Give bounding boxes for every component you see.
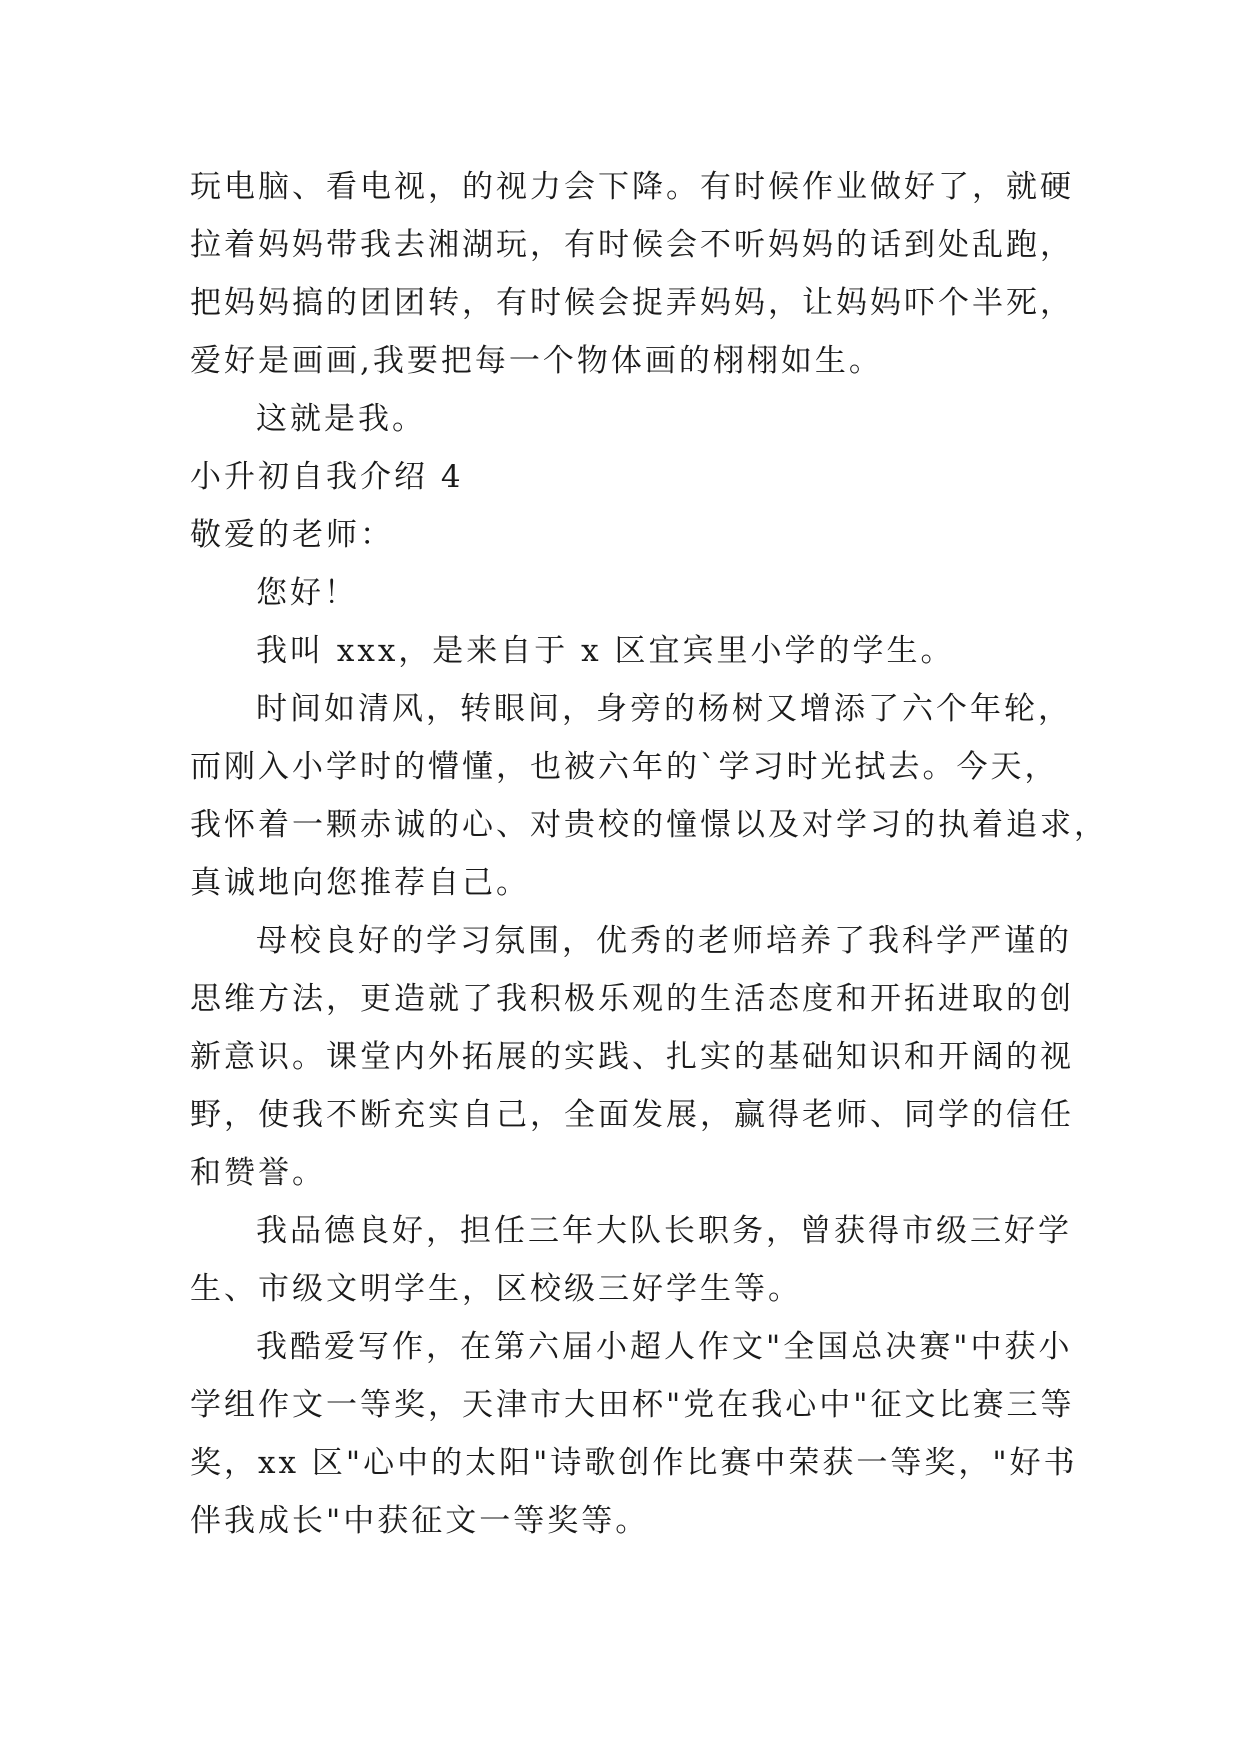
text-line: 伴我成长"中获征文一等奖等。 [190, 1503, 650, 1539]
text-line: 小升初自我介绍 4 [190, 459, 464, 495]
text-line: 我品德良好，担任三年大队长职务，曾获得市级三好学 [256, 1213, 1072, 1249]
text-line: 拉着妈妈带我去湘湖玩，有时候会不听妈妈的话到处乱跑， [190, 227, 1074, 263]
text-line: 玩电脑、看电视，的视力会下降。有时候作业做好了，就硬 [190, 169, 1074, 205]
text-line: 和赞誉。 [190, 1155, 326, 1191]
text-line: 思维方法，更造就了我积极乐观的生活态度和开拓进取的创 [190, 981, 1074, 1017]
text-line: 时间如清风，转眼间，身旁的杨树又增添了六个年轮， [256, 691, 1072, 727]
text-line: 野，使我不断充实自己，全面发展，赢得老师、同学的信任 [190, 1097, 1074, 1133]
document-body [190, 158, 1108, 1550]
text-line: 奖，xx 区"心中的太阳"诗歌创作比赛中荣获一等奖，"好书 [190, 1445, 1078, 1481]
text-line: 学组作文一等奖，天津市大田杯"党在我心中"征文比赛三等 [190, 1387, 1075, 1423]
text-line: 敬爱的老师： [190, 517, 394, 553]
text-line: 我怀着一颗赤诚的心、对贵校的憧憬以及对学习的执着追求， [190, 807, 1108, 843]
text-line: 您好！ [256, 575, 358, 611]
text-line: 我叫 xxx，是来自于 x 区宜宾里小学的学生。 [256, 633, 955, 669]
text-line: 新意识。课堂内外拓展的实践、扎实的基础知识和开阔的视 [190, 1039, 1074, 1075]
text-line: 我酷爱写作，在第六届小超人作文"全国总决赛"中获小 [256, 1329, 1073, 1365]
text-line: 把妈妈搞的团团转，有时候会捉弄妈妈，让妈妈吓个半死， [190, 285, 1074, 321]
text-line: 而刚入小学时的懵懂，也被六年的`学习时光拭去。今天， [190, 749, 1059, 785]
text-line: 真诚地向您推荐自己。 [190, 865, 530, 901]
text-line: 母校良好的学习氛围，优秀的老师培养了我科学严谨的 [256, 923, 1072, 959]
text-line: 爱好是画画,我要把每一个物体画的栩栩如生。 [190, 343, 883, 379]
text-line: 这就是我。 [256, 401, 426, 437]
text-line: 生、市级文明学生，区校级三好学生等。 [190, 1271, 802, 1307]
